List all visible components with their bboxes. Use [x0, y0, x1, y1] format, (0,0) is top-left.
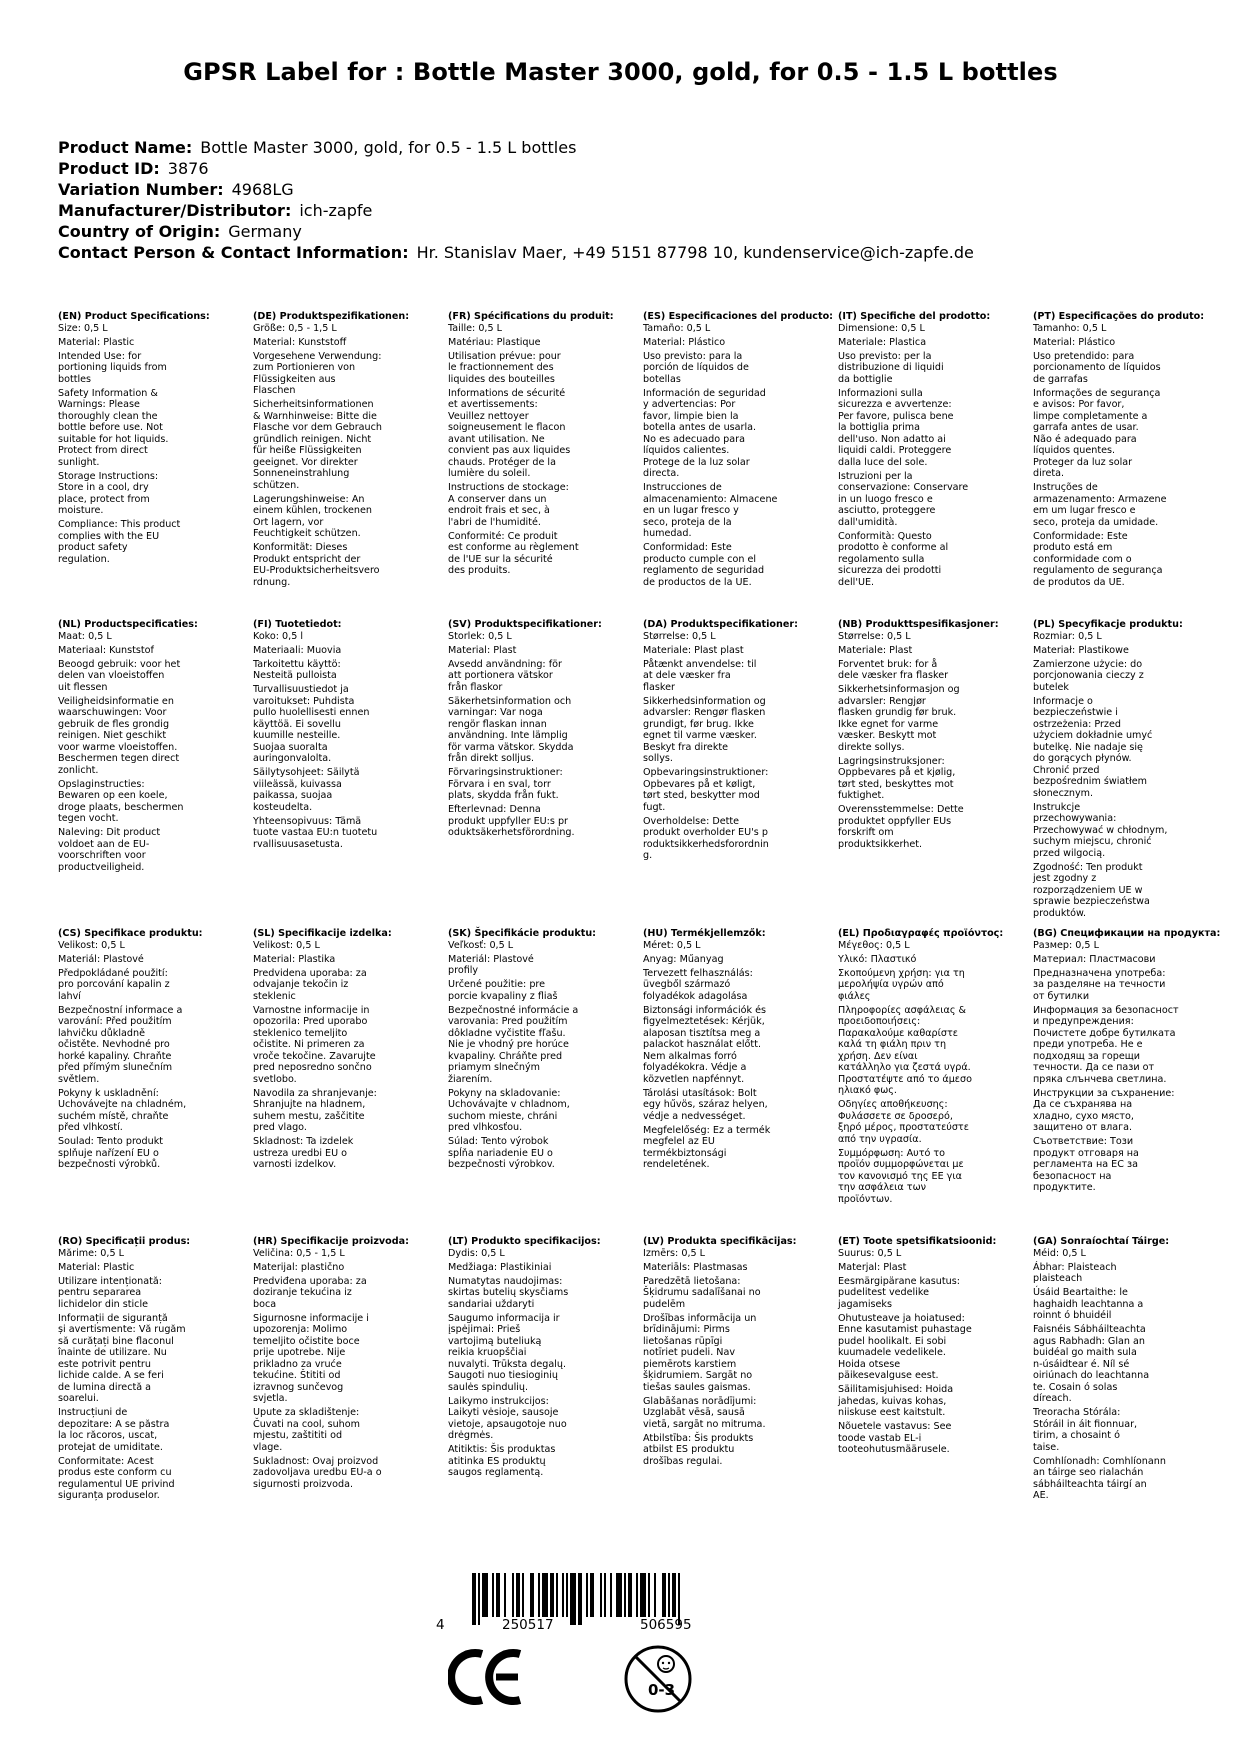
spec-heading: (SK) Špecifikácie produktu: [448, 928, 597, 939]
spec-block [1033, 311, 1203, 591]
spec-line: Dimensione: 0,5 L [838, 322, 925, 334]
barcode-bar [542, 1573, 548, 1617]
spec-line: Materiál: Plastové [58, 953, 144, 965]
spec-block [1033, 619, 1203, 922]
spec-line: Tárolási utasítások: Bolt egy hűvös, száraz helyen, védje a nedvességet. [643, 1087, 768, 1122]
spec-heading: (RO) Specificații produs: [58, 1236, 191, 1247]
barcode-bar [662, 1573, 666, 1617]
spec-heading: (PL) Specyfikacje produktu: [1033, 619, 1183, 630]
spec-line: Sikkerhedsinformation og advarsler: Rengør flasken grundigt, før brug. Ikke egnet til varme væsker. Beskyt fra direkte sollys. [643, 695, 766, 764]
spec-line: Größe: 0,5 - 1,5 L [253, 322, 337, 334]
spec-block [1033, 928, 1221, 1196]
info-value: Bottle Master 3000, gold, for 0.5 - 1.5 L bottles [200, 138, 577, 157]
spec-line: Predvidena uporaba: za odvajanje tekočin iz steklenic [253, 967, 367, 1002]
info-label: Product Name: [58, 138, 193, 157]
spec-line: Suurus: 0,5 L [838, 1247, 902, 1259]
spec-heading: (SL) Specifikacije izdelka: [253, 928, 392, 939]
spec-line: Materiale: Plast [838, 644, 913, 656]
spec-line: Megfelelőség: Ez a termék megfelel az EU termékbiztonsági rendeletének. [643, 1124, 771, 1170]
spec-line: Opslaginstructies: Bewaren op een koele, droge plaats, beschermen tegen vocht. [58, 778, 184, 824]
spec-line: Instrucciones de almacenamiento: Almacene en un lugar fresco y seco, proteja de la humedad. [643, 482, 778, 539]
spec-line: Storlek: 0,5 L [448, 630, 512, 642]
spec-line: Méid: 0,5 L [1033, 1247, 1086, 1259]
spec-line: Material: Plast [448, 644, 517, 656]
spec-line: Material: Plástico [1033, 336, 1116, 348]
barcode-bar [472, 1573, 476, 1625]
barcode-bar [616, 1573, 622, 1617]
spec-line: Material: Plastic [58, 336, 135, 348]
spec-line: Material: Plástico [643, 336, 726, 348]
spec-line: Uso pretendido: para porcionamento de líquidos de garrafas [1033, 350, 1161, 385]
spec-line: Forventet bruk: for å dele væsker fra flasker [838, 658, 949, 681]
spec-heading: (SV) Produktspecifikationer: [448, 619, 602, 630]
spec-heading: (DA) Produktspecifikationer: [643, 619, 798, 630]
spec-line: Instrucțiuni de depozitare: A se păstra la loc răcoros, uscat, protejat de umiditate. [58, 1407, 170, 1453]
spec-line: Συμμόρφωση: Αυτό το προϊόν συμμορφώνεται με τον κανονισμό της ΕΕ για την ασφάλεια των προϊόντων. [838, 1147, 964, 1205]
spec-line: Инструкции за съхранение: Да се съхранява на хладно, сухо място, защитено от влага. [1033, 1087, 1175, 1133]
spec-line: Izmērs: 0,5 L [643, 1247, 705, 1259]
spec-heading: (FI) Tuotetiedot: [253, 619, 342, 630]
spec-heading: (HR) Specifikacije proizvoda: [253, 1236, 409, 1247]
spec-line: Säilitamisjuhised: Hoida jahedas, kuivas kohas, niiskuse eest kaitstult. [838, 1384, 954, 1418]
spec-line: Материал: Пластмасови [1033, 953, 1156, 965]
spec-line: Materiāls: Plastmasas [643, 1261, 748, 1273]
barcode-right-digits: 506595 [640, 1617, 692, 1633]
spec-block [448, 311, 618, 579]
barcode-bar [590, 1573, 594, 1617]
spec-line: Säkerhetsinformation och varningar: Var noga rengör flaskan innan användning. Inte lämplig för varma vätskor. Skydda från direkt solljus. [448, 695, 574, 764]
barcode-bar [570, 1573, 576, 1625]
info-value: Germany [228, 222, 302, 241]
spec-line: Materiał: Plastikowe [1033, 644, 1129, 656]
spec-line: Glabāšanas norādījumi: Uzglabāt vēsā, sausā vietā, sargāt no mitruma. [643, 1395, 766, 1430]
barcode-bar [478, 1573, 480, 1625]
spec-line: Bezpečnostné informácie a varovania: Pred použitím dôkladne vyčistite fľašu. Nie je vhodný pre horúce kvapaliny. Chráňte pred priamym slnečným žiarením. [448, 1004, 579, 1085]
spec-line: Naleving: Dit product voldoet aan de EU- voorschriften voor productveiligheid. [58, 827, 161, 873]
spec-line: Faisnéis Sábháilteachta agus Rabhadh: Glan an buidéal go maith sula n-úsáidtear é. Níl sé oiriúnach do leachtanna te. Cosain ó solas díreach. [1033, 1324, 1150, 1404]
spec-line: Veľkosť: 0,5 L [448, 939, 514, 951]
spec-block [58, 928, 228, 1173]
info-value: 4968LG [231, 180, 294, 199]
barcode-bar [640, 1573, 646, 1617]
info-row [58, 242, 974, 263]
spec-line: Informacje o bezpieczeństwie i ostrzeżenia: Przed użyciem dokładnie umyć butelkę. Nie nadaje się do gorących płynów. Chronić przed bezpośrednim światłem słonecznym. [1033, 695, 1153, 799]
spec-line: Conformidad: Este producto cumple con el reglamento de seguridad de productos de la UE. [643, 542, 765, 588]
spec-line: Předpokládané použití: pro porcování kapalin z lahví [58, 967, 170, 1002]
product-info [58, 137, 974, 263]
spec-line: Paredzētā lietošana: Šķidrumu sadalīšanai no pudelēm [643, 1275, 761, 1310]
spec-line: Istruzioni per la conservazione: Conservare in un luogo fresco e asciutto, proteggere dall'umidità. [838, 470, 969, 528]
spec-block [253, 1236, 423, 1493]
spec-block [448, 1236, 618, 1481]
spec-block [838, 311, 1008, 591]
spec-line: Förvaringsinstruktioner: Förvara i en sval, torr plats, skydda från fukt. [448, 767, 563, 801]
spec-block [838, 1236, 1008, 1458]
spec-line: Påtænkt anvendelse: til at dele væsker fra flasker [643, 658, 757, 693]
info-label: Variation Number: [58, 180, 224, 199]
spec-line: Storage Instructions: Store in a cool, dry place, protect from moisture. [58, 470, 159, 516]
spec-heading: (FR) Spécifications du produit: [448, 311, 614, 322]
spec-line: Treoracha Stórála: Stóráil in áit fionnuar, tirim, a chosaint ó taise. [1033, 1407, 1138, 1453]
barcode-bar [566, 1573, 568, 1617]
spec-line: Soulad: Tento produkt splňuje nařízení EU o bezpečnosti výrobků. [58, 1136, 164, 1170]
info-label: Country of Origin: [58, 222, 221, 241]
spec-line: Saugumo informacija ir įspėjimai: Prieš vartojimą buteliuką reikia kruopščiai nuvalyti. Trūksta degalų. Saugoti nuo tiesioginių saulės spindulių. [448, 1312, 567, 1393]
page-title: GPSR Label for : Bottle Master 3000, gold, for 0.5 - 1.5 L bottles [183, 58, 1058, 86]
spec-line: Nõuetele vastavus: See toode vastab EL-i tooteohutusmäärusele. [838, 1421, 952, 1455]
info-row [58, 158, 974, 179]
spec-line: Instructions de stockage: A conserver dans un endroit frais et sec, à l'abri de l'humidité. [448, 482, 569, 528]
spec-line: Drošības informācija un brīdinājumi: Pirms lietošanas rūpīgi notīriet pudeli. Nav piemērots karstiem šķidrumiem. Sargāt no tiešas saules gaismas. [643, 1312, 757, 1393]
barcode-bar [530, 1573, 534, 1617]
spec-line: Tamanho: 0,5 L [1033, 322, 1107, 334]
spec-line: Conformitate: Acest produs este conform cu regulamentul UE privind siguranța produselor. [58, 1455, 175, 1501]
spec-heading: (NB) Produkttspesifikasjoner: [838, 619, 999, 630]
spec-line: Pokyny k uskladnění: Uchovávejte na chladném, suchém místě, chraňte před vlhkostí. [58, 1087, 187, 1133]
spec-line: Numatytas naudojimas: skirtas butelių skysčiams sandariai uždaryti [448, 1275, 569, 1310]
spec-line: Materjal: Plast [838, 1261, 907, 1273]
spec-line: Dydis: 0,5 L [448, 1247, 505, 1259]
spec-line: Sicherheitsinformationen & Warnhinweise: Bitte die Flasche vor dem Gebrauch gründlich reinigen. Nicht für heiße Flüssigkeiten geeignet. Vor direkter Sonneneinstrahlung schützen. [253, 399, 382, 491]
barcode-bar [496, 1573, 500, 1617]
spec-line: Οδηγίες αποθήκευσης: Φυλάσσετε σε δροσερό, ξηρό μέρος, προστατεύστε από την υγρασία. [838, 1099, 969, 1145]
spec-line: Conformidade: Este produto está em conformidade com o regulamento de segurança de produtos da UE. [1033, 530, 1163, 588]
spec-line: Biztonsági információk és figyelmeztetések: Kérjük, alaposan tisztítsa meg a palackot használat előtt. Nem alkalmas forró folyadékokra. Védje a közvetlen napfénnyt. [643, 1004, 766, 1085]
spec-heading: (HU) Termékjellemzők: [643, 928, 766, 939]
spec-line: Tarkoitettu käyttö: Nesteitä pulloista [253, 658, 341, 681]
spec-line: Taille: 0,5 L [448, 322, 502, 334]
spec-line: Eesmärgipärane kasutus: pudelitest vedelike jagamiseks [838, 1275, 960, 1310]
spec-line: Upute za skladištenje: Čuvati na cool, suhom mjestu, zaštititi od vlage. [253, 1407, 360, 1453]
spec-heading: (DE) Produktspezifikationen: [253, 311, 410, 322]
spec-line: Uso previsto: para la porción de líquidos de botellas [643, 350, 749, 385]
spec-block [58, 311, 228, 568]
spec-heading: (PT) Especificações do produto: [1033, 311, 1205, 322]
spec-line: Material: Kunststoff [253, 336, 347, 348]
spec-block [838, 619, 1008, 853]
barcode-bar [512, 1573, 514, 1617]
ean-barcode [436, 1573, 740, 1633]
spec-line: Atitiktis: Šis produktas atitinka ES produktų saugos reglamentą. [448, 1444, 556, 1478]
barcode-bar [624, 1573, 626, 1617]
spec-heading: (EL) Προδιαγραφές προϊόντος: [838, 928, 1004, 939]
spec-line: Lagringsinstruksjoner: Oppbevares på et kjølig, tørt sted, beskyttes mot fuktighet. [838, 755, 956, 801]
spec-line: Yhteensopivuus: Tämä tuote vastaa EU:n tuotetu rvallisuusasetusta. [253, 815, 378, 850]
spec-line: Opbevaringsinstruktioner: Opbevares på et køligt, tørt sted, beskytter mod fugt. [643, 767, 769, 813]
spec-block [253, 619, 423, 853]
spec-line: Rozmiar: 0,5 L [1033, 630, 1102, 642]
spec-line: Vorgesehene Verwendung: zum Portionieren von Flüssigkeiten aus Flaschen [253, 350, 382, 396]
barcode-bar [522, 1573, 524, 1617]
spec-line: Materiaal: Kunststof [58, 644, 154, 656]
spec-heading: (CS) Specifikace produktu: [58, 928, 203, 939]
spec-line: Zgodność: Ten produkt jest zgodny z rozporządzeniem UE w sprawie bezpieczeństwa produktów. [1033, 861, 1150, 919]
barcode-bar [556, 1573, 558, 1617]
spec-line: Materijal: plastično [253, 1261, 345, 1273]
spec-line: Konformität: Dieses Produkt entspricht der EU-Produktsicherheitsvero rdnung. [253, 542, 380, 588]
spec-line: Σκοπούμενη χρήση: για τη μερολήψία υγρών από φιάλες [838, 967, 965, 1002]
spec-line: Säilytysohjeet: Säilytä viileässä, kuivassa paikassa, suojaa kosteudelta. [253, 767, 360, 813]
spec-block [1033, 1236, 1203, 1504]
spec-block [643, 311, 834, 591]
spec-line: Koko: 0,5 l [253, 630, 304, 642]
barcode-bar [600, 1573, 602, 1617]
info-row [58, 221, 974, 242]
spec-line: Uso previsto: per la distribuzione di liquidi da bottiglie [838, 350, 944, 385]
spec-heading: (ES) Especificaciones del producto: [643, 311, 834, 322]
info-label: Contact Person & Contact Information: [58, 243, 409, 262]
spec-heading: (GA) Sonraíochtaí Táirge: [1033, 1236, 1170, 1247]
spec-line: Размер: 0,5 L [1033, 939, 1099, 951]
info-value: ich-zapfe [299, 201, 373, 220]
spec-line: Úsáid Beartaithe: le haghaidh leachtanna a roinnt ó bhuidéil [1033, 1287, 1144, 1321]
spec-heading: (IT) Specifiche del prodotto: [838, 311, 991, 322]
spec-line: Navodila za shranjevanje: Shranjujte na hladnem, suhem mestu, zaščitite pred vlago. [253, 1087, 377, 1133]
spec-line: Informazioni sulla sicurezza e avvertenze: Per favore, pulisca bene la bottiglia prima dell'uso. Non adatto ai liquidi caldi. Proteggere dalla luce del sole. [838, 387, 954, 468]
barcode-first-digit: 4 [436, 1617, 445, 1633]
spec-line: Conformità: Questo prodotto è conforme al regolamento sulla sicurezza dei prodotti dell'UE. [838, 530, 949, 588]
spec-block [58, 619, 228, 876]
spec-line: Velikost: 0,5 L [58, 939, 125, 951]
spec-line: Atbilstība: Šis produkts atbilst ES produktu drošības regulai. [643, 1432, 754, 1467]
spec-block [448, 619, 618, 841]
barcode-bar [586, 1573, 588, 1617]
spec-line: Conformité: Ce produit est conforme au règlement de l'UE sur la sécurité des produits. [448, 530, 579, 576]
spec-line: Avsedd användning: för att portionera vätskor från flaskor [448, 658, 562, 693]
spec-line: Ohutusteave ja hoiatused: Enne kasutamist puhastage pudel hoolikalt. Ei sobi kuumadele vedelikele. Hoida otsese päikesevalguse eest. [838, 1312, 972, 1381]
spec-line: Size: 0,5 L [58, 322, 108, 334]
spec-line: Utilizare intenționată: pentru separarea lichidelor din sticle [58, 1275, 162, 1310]
barcode-bar [610, 1573, 612, 1617]
spec-line: Ábhar: Plaisteach plaisteach [1033, 1261, 1117, 1284]
spec-line: Informações de segurança e avisos: Por favor, limpe completamente a garrafa antes de usar. Não é adequado para líquidos quentes. Proteger da luz solar direta. [1033, 387, 1161, 479]
spec-line: Veiligheidsinformatie en waarschuwingen: Voor gebruik de fles grondig reinigen. Niet geschikt voor warme vloeistoffen. Beschermen tegen direct zonlicht. [58, 695, 180, 776]
barcode-bar [628, 1573, 632, 1617]
spec-line: Πληροφορίες ασφάλειας & προειδοποιήσεις: Παρακαλούμε καθαρίστε καλά τη φιάλη πριν τη χρήση. Δεν είναι κατάλληλο για ζεστά υγρά. Προστατέψτε από το άμεσο ηλιακό φως. [838, 1004, 972, 1096]
spec-line: Skladnost: Ta izdelek ustreza uredbi EU o varnosti izdelkov. [253, 1136, 354, 1170]
spec-block [253, 928, 423, 1173]
spec-line: Størrelse: 0,5 L [838, 630, 911, 642]
spec-line: Instrukcje przechowywania: Przechowywać w chłodnym, suchym miejscu, chronić przed wilgocią. [1033, 801, 1168, 859]
spec-line: Sikkerhetsinformasjon og advarsler: Rengjør flasken grundig før bruk. Ikke egnet for varme væsker. Beskytt mot direkte sollys. [838, 684, 960, 753]
spec-line: Informations de sécurité et avertissements: Veuillez nettoyer soigneusement le flacon avant utilisation. Ne convient pas aux liquides chauds. Protéger de la lumière du soleil. [448, 387, 571, 479]
spec-line: Sigurnosne informacije i upozorenja: Molimo temeljito očistite boce prije upotrebe. Nije prikladno za vruće tekućine. Štititi od izravnog sunčevog svjetla. [253, 1312, 369, 1404]
spec-heading: (EN) Product Specifications: [58, 311, 210, 322]
barcode-bar [562, 1573, 564, 1617]
barcode-bar [550, 1573, 554, 1617]
barcode-bar [668, 1573, 670, 1617]
barcode-bar [578, 1573, 582, 1625]
spec-line: Materiaali: Muovia [253, 644, 342, 656]
spec-heading: (LV) Produkta specifikācijas: [643, 1236, 797, 1247]
info-label: Manufacturer/Distributor: [58, 201, 292, 220]
barcode-bar [482, 1573, 488, 1617]
barcode-bar [492, 1573, 494, 1617]
spec-line: Lagerungshinweise: An einem kühlen, trockenen Ort lagern, vor Feuchtigkeit schützen. [253, 493, 372, 539]
spec-line: Overholdelse: Dette produkt overholder EU's p roduktsikkerhedsforordnin g. [643, 815, 769, 861]
spec-line: Predviđena uporaba: za doziranje tekućina iz boca [253, 1275, 367, 1310]
info-label: Product ID: [58, 159, 160, 178]
spec-line: Sukladnost: Ovaj proizvod zadovoljava uredbu EU-a o sigurnosti proizvoda. [253, 1455, 382, 1490]
spec-line: Efterlevnad: Denna produkt uppfyller EU:s pr oduktsäkerhetsförordning. [448, 804, 575, 838]
spec-line: Materiál: Plastové profily [448, 953, 534, 976]
spec-line: Zamierzone użycie: do porcjonowania cieczy z butelek [1033, 658, 1144, 693]
spec-line: Informații de siguranță și avertismente: Vă rugăm să curățați bine flaconul înainte de utilizare. Nu este potrivit pentru lichide calde. A se feri de lumina directă a soarelui. [58, 1312, 186, 1404]
spec-line: Comhlíonadh: Comhlíonann an táirge seo rialachán sábháilteachta táirgí an AE. [1033, 1455, 1166, 1501]
spec-line: Určené použitie: pre porcie kvapaliny z fliaš [448, 979, 558, 1002]
spec-heading: (ET) Toote spetsifikatsioonid: [838, 1236, 997, 1247]
barcode-bar [504, 1573, 506, 1617]
spec-heading: (BG) Спецификации на продукта: [1033, 928, 1221, 939]
spec-block [58, 1236, 228, 1504]
spec-block [838, 928, 1008, 1208]
spec-line: Overensstemmelse: Dette produktet oppfyller EUs forskrift om produktsikkerhet. [838, 804, 964, 850]
svg-text:0-3: 0-3 [648, 1681, 676, 1699]
spec-block [253, 311, 423, 591]
spec-line: Tamaño: 0,5 L [643, 322, 711, 334]
spec-line: Μέγεθος: 0,5 L [838, 939, 910, 951]
spec-line: Съответствие: Този продукт отговаря на регламента на ЕС за безопасност на продуктите. [1033, 1136, 1139, 1193]
info-row [58, 200, 974, 221]
spec-line: Bezpečnostní informace a varování: Před použitím lahvičku důkladně očistěte. Nevhodné pro horké kapaliny. Chraňte před přímým slunečním světlem. [58, 1004, 183, 1085]
barcode-bar [538, 1573, 540, 1617]
barcode-bar [604, 1573, 606, 1617]
spec-line: Medžiaga: Plastikiniai [448, 1261, 552, 1273]
spec-line: Maat: 0,5 L [58, 630, 112, 642]
spec-line: Materiale: Plast plast [643, 644, 744, 656]
barcode-left-digits: 250517 [502, 1617, 554, 1633]
not-for-children-0-3-icon [622, 1643, 694, 1719]
spec-line: Mărime: 0,5 L [58, 1247, 124, 1259]
spec-line: Anyag: Műanyag [643, 953, 724, 965]
spec-line: Compliance: This product complies with the EU product safety regulation. [58, 519, 181, 565]
spec-line: Pokyny na skladovanie: Uchovávajte v chladnom, suchom mieste, chráni pred vlhkosťou. [448, 1087, 570, 1133]
spec-line: Информация за безопасност и предупреждения: Почистете добре бутилката преди употреба. Не е подходящ за горещи течности. Да се пази от пряка слънчева светлина. [1033, 1004, 1179, 1085]
info-value: 3876 [167, 159, 209, 178]
spec-line: Súlad: Tento výrobok spĺňa nariadenie EU o bezpečnosti výrobkov. [448, 1136, 555, 1170]
spec-line: Méret: 0,5 L [643, 939, 701, 951]
spec-block [643, 619, 813, 864]
spec-line: Material: Plastika [253, 953, 336, 965]
barcode-bar [672, 1573, 676, 1617]
spec-line: Utilisation prévue: pour le fractionnement des liquides des bouteilles [448, 350, 561, 385]
spec-heading: (NL) Productspecificaties: [58, 619, 198, 630]
barcode-bar [648, 1573, 650, 1617]
info-row [58, 137, 974, 158]
spec-heading: (LT) Produkto specifikacijos: [448, 1236, 601, 1247]
spec-line: Intended Use: for portioning liquids from bottles [58, 350, 167, 385]
spec-line: Υλικό: Πλαστικό [838, 953, 917, 965]
ce-mark [448, 1648, 528, 1710]
spec-block [643, 928, 813, 1173]
spec-line: Tervezett felhasználás: üvegből származó folyadékok adagolása [643, 967, 753, 1002]
info-row [58, 179, 974, 200]
spec-line: Matériau: Plastique [448, 336, 541, 348]
spec-line: Instruções de armazenamento: Armazene em um lugar fresco e seco, proteja da umidade. [1033, 482, 1167, 528]
spec-line: Velikost: 0,5 L [253, 939, 320, 951]
barcode-bar [636, 1573, 638, 1617]
barcode-bar [654, 1573, 656, 1617]
spec-line: Información de seguridad y advertencias: Por favor, limpie bien la botella antes de usarla. No es adecuado para líquidos calientes. Protege de la luz solar directa. [643, 387, 766, 479]
spec-line: Materiale: Plastica [838, 336, 927, 348]
info-value: Hr. Stanislav Maer, +49 5151 87798 10, kundenservice@ich-zapfe.de [416, 243, 974, 262]
spec-line: Varnostne informacije in opozorila: Pred uporabo steklenico temeljito očistite. Ni primeren za vroče tekočine. Zavarujte pred neposredno sončno svetlobo. [253, 1004, 376, 1085]
spec-line: Størrelse: 0,5 L [643, 630, 716, 642]
spec-line: Laikymo instrukcijos: Laikyti vėsioje, sausoje vietoje, apsaugotoje nuo drėgmės. [448, 1395, 567, 1441]
spec-line: Beoogd gebruik: voor het delen van vloeistoffen uit flessen [58, 658, 181, 693]
spec-line: Turvallisuustiedot ja varoitukset: Puhdista pullo huolellisesti ennen käyttöä. Ei sovellu kuumille nesteille. Suojaa suoralta auringonvalolta. [253, 684, 370, 764]
spec-block [643, 1236, 813, 1470]
spec-line: Material: Plastic [58, 1261, 135, 1273]
spec-block [448, 928, 618, 1173]
spec-line: Предназначена употреба: за разделяне на течности от бутилки [1033, 967, 1166, 1002]
spec-line: Veličina: 0,5 - 1,5 L [253, 1247, 345, 1259]
barcode-bar [516, 1573, 520, 1617]
spec-line: Safety Information & Warnings: Please thoroughly clean the bottle before use. Not suitable for hot liquids. Protect from direct sunlight. [58, 387, 169, 468]
